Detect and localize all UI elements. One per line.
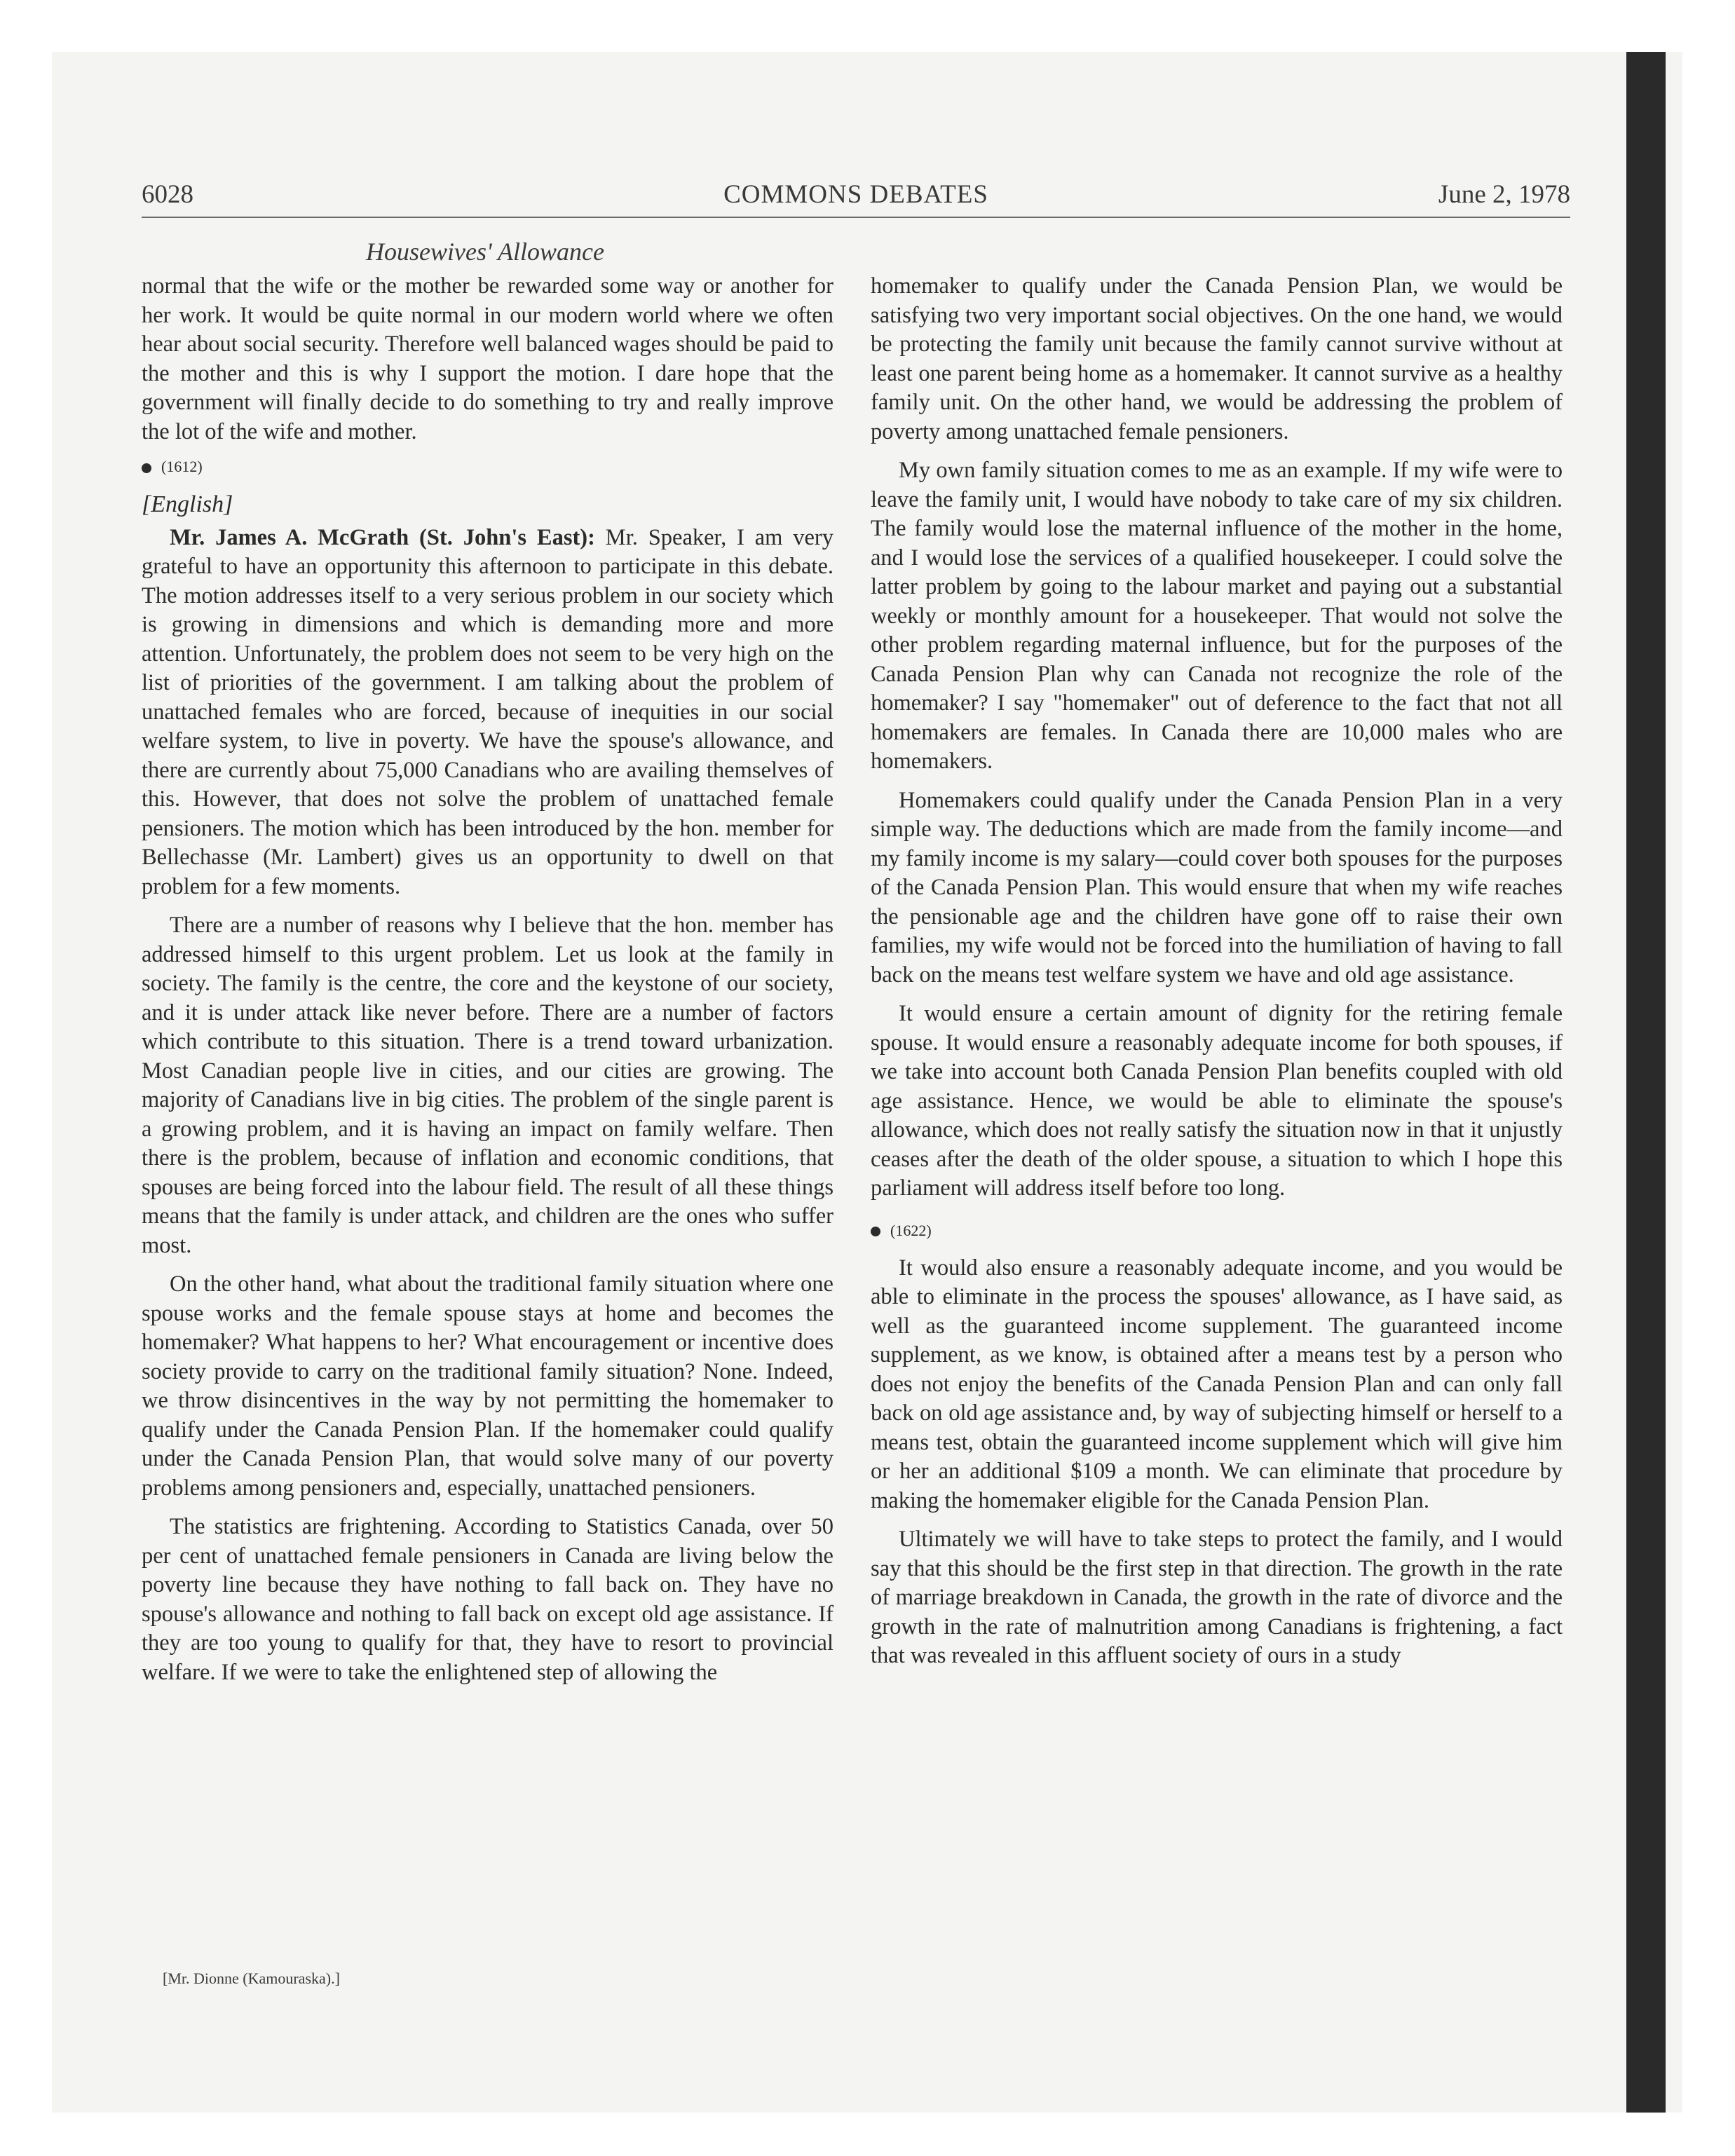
paragraph: normal that the wife or the mother be rewarded some way or another for her work. It would be quite normal in our modern world where we often hear about social security. Therefore well balanced wages should be paid to the mother and this is why I support the motion. I dare hope that the government will finally decide to do something to try and really improve the lot of the wife and mother. <box>142 273 834 444</box>
paragraph: On the other hand, what about the traditional family situation where one spouse works and the female spouse stays at home and becomes the homemaker? What happens to her? What encouragement or incentive does society provide to carry on the traditional family situation? None. Indeed, we throw disincentives in the way by not permitting the homemaker to qualify under the Canada Pension Plan. If the homemaker could qualify under the Canada Pension Plan, that would solve many of our poverty problems among pensioners and, especially, unattached pensioners. <box>142 1271 834 1501</box>
publication-date: June 2, 1978 <box>1438 180 1570 209</box>
paragraph: It would also ensure a reasonably adequate income, and you would be able to eliminate in the process the spouses' allowance, as I have said, as well as the guaranteed income supplement. The guaranteed income supplement, as we know, is obtained after a means test by a person who does not enjoy the benefits of the Canada Pension Plan and can only fall back on old age assistance and, by way of subjecting himself or herself to a means test, obtain the guaranteed income supplement which will give him or her an additional $109 a month. We can eliminate that procedure by making the homemaker eligible for the Canada Pension Plan. <box>871 1255 1563 1513</box>
paragraph: homemaker to qualify under the Canada Pension Plan, we would be satisfying two very important social objectives. On the one hand, we would be protecting the family unit because the family cannot survive without at least one parent being home as a homemaker. It cannot survive as a healthy family unit. On the other hand, we would be addressing the problem of poverty among unattached female pensioners. <box>871 273 1563 444</box>
speaker-name: Mr. James A. McGrath (St. John's East): <box>170 524 595 550</box>
speech-text: Mr. Speaker, I am very grateful to have an opportunity this afternoon to participate in this debate. The motion addresses itself to a very serious problem in our society which is growing in dimensions and which is demanding more and more attention. Unfortunately, the problem does not seem to be very high on the list of priorities of the government. I am talking about the problem of unattached females who are forced, because of inequities in our social welfare system, to live in poverty. We have the spouse's allowance, and there are currently about 75,000 Canadians who are availing themselves of this. However, that does not solve the problem of unattached female pensioners. The motion which has been introduced by the hon. member for Bellechasse (Mr. Lambert) gives us an opportunity to dwell on that problem for a few moments. <box>142 524 834 899</box>
page-number: 6028 <box>142 180 193 209</box>
scan-edge-bar <box>1626 52 1666 2113</box>
speaker-footnote: [Mr. Dionne (Kamouraska).] <box>163 1970 340 1987</box>
speech-paragraph <box>142 524 834 902</box>
paragraph: Ultimately we will have to take steps to protect the family, and I would say that this should be the first step in that direction. The growth in the rate of marriage breakdown in Canada, the growth in the rate of divorce and the growth in the rate of malnutrition among Canadians is frightening, a fact that was revealed in this affluent society of ours in a study <box>871 1527 1563 1668</box>
header-rule <box>142 217 1570 218</box>
journal-title: COMMONS DEBATES <box>723 180 988 209</box>
paragraph: My own family situation comes to me as an example. If my wife were to leave the family unit, I would have nobody to take care of my six children. The family would lose the maternal influence of the mother in the home, and I would lose the services of a qualified housekeeper. I could solve the latter problem by going to the labour market and paying out a substantial weekly or monthly amount for a housekeeper. That would not solve the other problem regarding maternal influence, but for the purposes of the Canada Pension Plan why can Canada not recognize the role of the homemaker? I say "homemaker" out of deference to the fact that not all homemakers are females. In Canada there are 10,000 males who are homemakers. <box>871 458 1563 774</box>
paragraph: The statistics are frightening. According to Statistics Canada, over 50 per cent of unattached female pensioners in Canada are living below the poverty line because they have nothing to fall back on. They have no spouse's allowance and nothing to fall back on except old age assistance. If they are too young to qualify for that, they have to resort to provincial welfare. If we were to take the enlightened step of allowing the <box>142 1514 834 1685</box>
language-label: [English] <box>142 491 233 517</box>
time-marker-label: (1622) <box>890 1221 932 1239</box>
time-marker <box>142 456 834 477</box>
paragraph: There are a number of reasons why I believe that the hon. member has addressed himself to this urgent problem. Let us look at the family in society. The family is the centre, the core and the keystone of our society, and it is under attack like never before. There are a number of factors which contribute to this situation. There is a trend toward urbanization. Most Canadian people live in cities, and our cities are growing. The majority of Canadians live in big cities. The problem of the single parent is a growing problem, and it is having an impact on family welfare. Then there is the problem, because of inflation and economic conditions, that spouses are being forced into the labour field. The result of all these things means that the family is under attack, and children are the ones who suffer most. <box>142 913 834 1258</box>
paragraph: It would ensure a certain amount of dignity for the retiring female spouse. It would ensure a reasonably adequate income for both spouses, if we take into account both Canada Pension Plan benefits coupled with old age assistance. Hence, we would be able to eliminate the spouse's allowance, which does not really satisfy the situation now in that it unjustly ceases after the death of the older spouse, a situation to which I hope this parliament will address itself before too long. <box>871 1001 1563 1201</box>
paragraph: Homemakers could qualify under the Canada Pension Plan in a very simple way. The deductions which are made from the family income—and my family income is my salary—could cover both spouses for the purposes of the Canada Pension Plan. This would ensure that when my wife reaches the pensionable age and the children have gone off to raise their own families, my wife would not be forced into the humiliation of having to fall back on the means test welfare system we have and old age assistance. <box>871 787 1563 988</box>
time-marker-label: (1612) <box>161 458 203 475</box>
bullet-icon <box>142 463 151 473</box>
time-marker <box>871 1220 1563 1241</box>
page-header <box>142 179 1570 214</box>
running-title: Housewives' Allowance <box>366 238 604 266</box>
left-column <box>142 272 834 1697</box>
right-column <box>871 272 1563 1681</box>
bullet-icon <box>871 1227 880 1236</box>
